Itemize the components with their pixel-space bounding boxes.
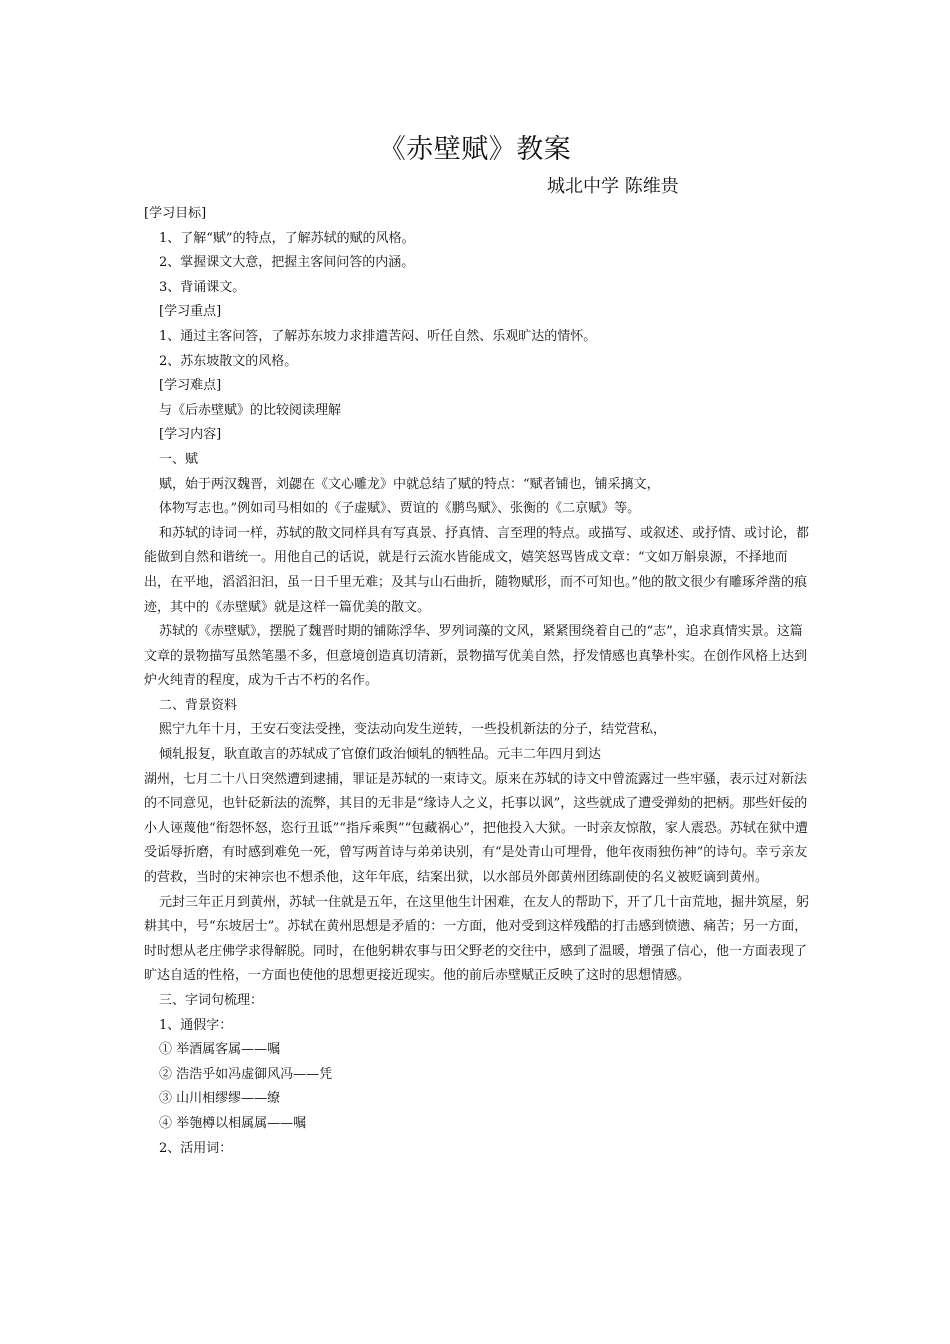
document-title: 《赤壁赋》教案 [378, 134, 572, 165]
paragraph-line: 倾轧报复，耿直敢言的苏轼成了官僚们政治倾轧的牺牲品。元丰二年四月到达 [159, 747, 602, 763]
vocabulary-item: ③ 山川相缪缪——缭 [159, 1091, 281, 1107]
document-author: 城北中学 陈维贵 [547, 176, 679, 197]
section-heading-difficulty: [学习难点] [159, 378, 222, 394]
document-body [144, 202, 810, 1161]
objective-item: 2、掌握课文大意，把握主客间问答的内涵。 [159, 255, 415, 271]
focus-item: 1、通过主客问答，了解苏东坡力求排遣苦闷、听任自然、乐观旷达的情怀。 [159, 328, 597, 344]
objective-item: 1、了解“赋”的特点，了解苏轼的赋的风格。 [159, 230, 415, 246]
paragraph: 和苏轼的诗词一样，苏轼的散文同样具有写真景、抒真情、言至理的特点。或描写、或叙述、或抒情、或讨论，都能做到自然和谐统一。用他自己的话说，就是行云流水皆能成文，嬉笑怒骂皆成文章：“文如万斛泉源，不择地而出，在平地，滔滔汩汩，虽一日千里无难；及其与山石曲折，随物赋形，而不可知也。”他的散文很少有雕琢斧凿的痕迹，其中的《赤壁赋》就是这样一篇优美的散文。 [144, 525, 810, 615]
paragraph: 苏轼的《赤壁赋》，摆脱了魏晋时期的铺陈浮华、罗列词藻的文风，紧紧围绕着自己的“志”，追求真情实景。这篇文章的景物描写虽然笔墨不多，但意境创造真切清新，景物描写优美自然，抒发情感也真挚朴实。在创作风格上达到炉火纯青的程度，成为千古不朽的名作。 [144, 624, 808, 689]
paragraph: 元封三年正月到黄州，苏轼一住就是五年，在这里他生计困难，在友人的帮助下，开了几十亩荒地，掘井筑屋，躬耕其中，号“东坡居士”。苏轼在黄州思想是矛盾的：一方面，他对受到这样残酷的打击感到愤懑、痛苦；另一方面，时时想从老庄佛学求得解脱。同时，在他躬耕农事与田父野老的交往中，感到了温暖，增强了信心，他一方面表现了旷达自适的性格，一方面也使他的思想更接近现实。他的前后赤壁赋正反映了这时的思想情感。 [144, 894, 810, 984]
objective-item: 3、背诵课文。 [159, 279, 246, 295]
focus-item: 2、苏东坡散文的风格。 [159, 353, 298, 369]
section-heading-objectives: [学习目标] [144, 206, 207, 221]
section-heading-content: [学习内容] [159, 427, 222, 443]
vocabulary-heading: 1、通假字： [159, 1017, 233, 1033]
section-heading-focus: [学习重点] [159, 304, 222, 320]
subsection-heading-background: 二、背景资料 [159, 697, 238, 713]
paragraph-line: 赋，始于两汉魏晋，刘勰在《文心雕龙》中就总结了赋的特点：“赋者铺也，铺采摛文， [159, 476, 660, 492]
vocabulary-heading: 2、活用词： [159, 1140, 233, 1156]
subsection-heading-fu: 一、赋 [159, 451, 199, 467]
paragraph: 湖州，七月二十八日突然遭到逮捕，罪证是苏轼的一束诗文。原来在苏轼的诗文中曾流露过一些牢骚，表示过对新法的不同意见，也针砭新法的流弊，其目的无非是“缘诗人之义，托事以讽”，这些就成了遭受弹劾的把柄。那些奸佞的小人诬蔑他“衔怨怀怒，恣行丑诋”“指斥乘舆”“包藏祸心”，把他投入大狱。一时亲友惊散，家人震恐。苏轼在狱中遭受诟辱折磨，有时感到难免一死，曾写两首诗与弟弟诀别，有“是处青山可埋骨，他年夜雨独伤神”的诗句。幸亏亲友的营救，当时的宋神宗也不想杀他，这年年底，结案出狱，以水部员外郎黄州团练副使的名义被贬谪到黄州。 [144, 771, 808, 886]
vocabulary-item: ④ 举匏樽以相属属——嘱 [159, 1115, 307, 1131]
difficulty-item: 与《后赤壁赋》的比较阅读理解 [159, 402, 342, 418]
paragraph-line: 熙宁九年十月，王安石变法受挫，变法动向发生逆转，一些投机新法的分子，结党营私， [159, 722, 667, 738]
subsection-heading-vocabulary: 三、字词句梳理： [159, 993, 264, 1008]
vocabulary-item: ② 浩浩乎如冯虚御风冯——凭 [159, 1066, 333, 1082]
paragraph-line: 体物写志也。”例如司马相如的《子虚赋》、贾谊的《鹏鸟赋》、张衡的《二京赋》等。 [159, 501, 641, 517]
vocabulary-item: ① 举酒属客属——嘱 [159, 1042, 281, 1058]
